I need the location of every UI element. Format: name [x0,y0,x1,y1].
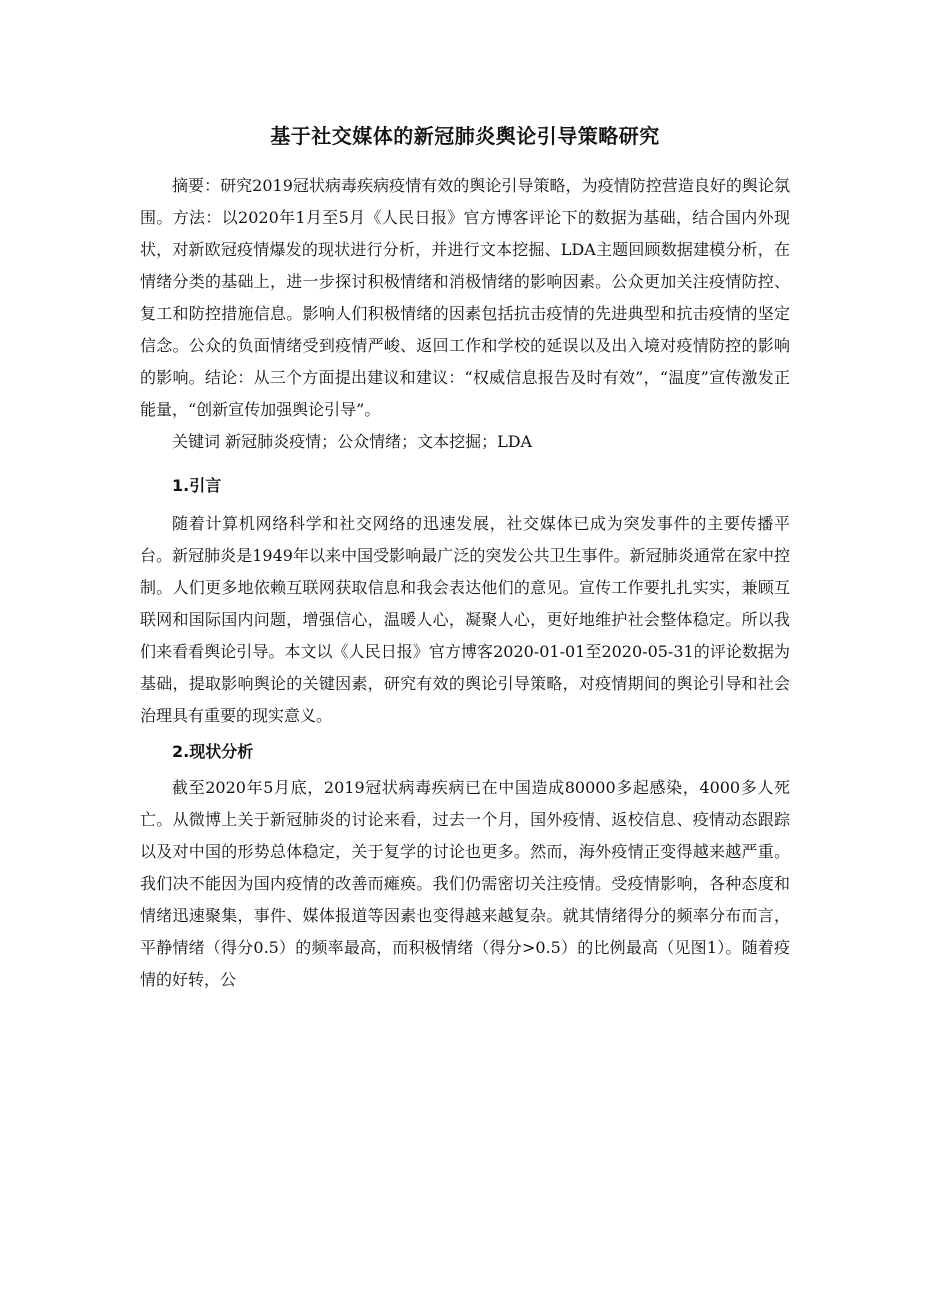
keywords-line: 关键词 新冠肺炎疫情；公众情绪；文本挖掘；LDA [172,432,533,451]
status-analysis-paragraph: 截至2020年5月底，2019冠状病毒疾病已在中国造成80000多起感染，4000多人死亡。从微博上关于新冠肺炎的讨论来看，过去一个月，国外疫情、返校信息、疫情动态跟踪以及对中国的形势总体稳定，关于复学的讨论也更多。然而，海外疫情正变得越来越严重。我们决不能因为国内疫情的改善而瘫痪。我们仍需密切关注疫情。受疫情影响，各种态度和情绪迅速聚集，事件、媒体报道等因素也变得越来越复杂。就其情绪得分的频率分布而言，平静情绪（得分0.5）的频率最高，而积极情绪（得分>0.5）的比例最高（见图1）。随着疫情的好转，公 [140,778,790,989]
section-heading-introduction: 1.引言 [172,476,222,495]
section-heading-status-analysis: 2.现状分析 [172,742,254,761]
document-body [140,120,790,996]
paper-title: 基于社交媒体的新冠肺炎舆论引导策略研究 [270,124,660,148]
abstract-paragraph: 摘要：研究2019冠状病毒疾病疫情有效的舆论引导策略，为疫情防控营造良好的舆论氛围。方法：以2020年1月至5月《人民日报》官方博客评论下的数据为基础，结合国内外现状，对新欧冠疫情爆发的现状进行分析，并进行文本挖掘、LDA主题回顾数据建模分析，在情绪分类的基础上，进一步探讨积极情绪和消极情绪的影响因素。公众更加关注疫情防控、复工和防控措施信息。影响人们积极情绪的因素包括抗击疫情的先进典型和抗击疫情的坚定信念。公众的负面情绪受到疫情严峻、返回工作和学校的延误以及出入境对疫情防控的影响的影响。结论：从三个方面提出建议和建议：“权威信息报告及时有效”，“温度”宣传激发正能量，“创新宣传加强舆论引导”。 [140,176,790,419]
introduction-paragraph: 随着计算机网络科学和社交网络的迅速发展，社交媒体已成为突发事件的主要传播平台。新冠肺炎是1949年以来中国受影响最广泛的突发公共卫生事件。新冠肺炎通常在家中控制。人们更多地依赖互联网获取信息和我会表达他们的意见。宣传工作要扎扎实实，兼顾互联网和国际国内问题，增强信心，温暖人心，凝聚人心，更好地维护社会整体稳定。所以我们来看看舆论引导。本文以《人民日报》官方博客2020-01-01至2020-05-31的评论数据为基础，提取影响舆论的关键因素，研究有效的舆论引导策略，对疫情期间的舆论引导和社会治理具有重要的现实意义。 [140,514,790,725]
